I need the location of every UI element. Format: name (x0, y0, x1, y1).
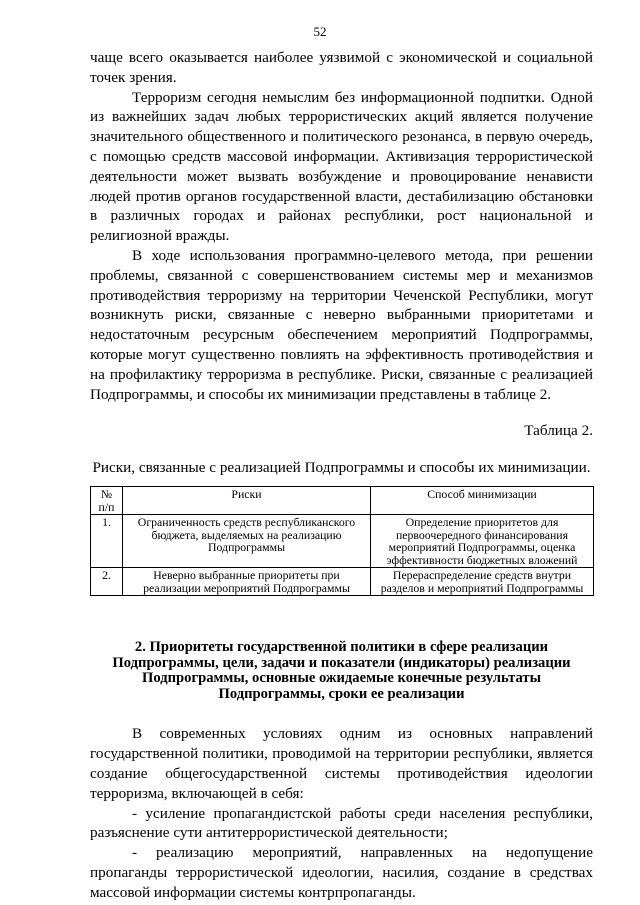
table-title: Риски, связанные с реализацией Подпрограммы и способы их минимизации. (92, 459, 591, 477)
section-heading: 2. Приоритеты государственной политики в сфере реализации Подпрограммы, цели, задачи и показатели (индикаторы) реализации Подпрограммы, основные ожидаемые конечные результаты Подпрограммы, сроки ее реализации (112, 639, 571, 702)
row-method: Определение приоритетов для первоочередного финансирования мероприятий Подпрограммы, оценка эффективности бюджетных вложений (371, 515, 594, 568)
row-method: Перераспределение средств внутри разделов и мероприятий Подпрограммы (371, 568, 594, 596)
table-row (91, 515, 594, 568)
list-item: - усиление пропагандистской работы среди населения республики, разъяснение сути антитеррористической деятельности; (90, 804, 593, 842)
row-risk: Неверно выбранные приоритеты при реализации мероприятий Подпрограммы (123, 568, 371, 596)
row-risk: Ограниченность средств республиканского бюджета, выделяемых на реализацию Подпрограммы (123, 515, 371, 568)
paragraph: чаще всего оказывается наиболее уязвимой с экономической и социальной точек зрения. (90, 49, 593, 86)
table-caption: Таблица 2. (524, 422, 593, 440)
page-number: 52 (313, 24, 327, 39)
table-row (91, 568, 594, 596)
risks-table (90, 486, 594, 596)
section-body (90, 724, 593, 902)
page-content (90, 48, 593, 903)
table-header-row (91, 487, 594, 515)
paragraph: Терроризм сегодня немыслим без информационной подпитки. Одной из важнейших задач любых террористических акций является получение значительного общественного и политического резонанса, в первую очередь, с помощью средств массовой информации. Активизация террористической деятельности может вызвать возбуждение и провоцирование ненависти людей против органов государственной власти, дестабилизацию обстановки в различных городах и районах республики, рост национальной и религиозной вражды. (90, 88, 593, 245)
list-item: - реализацию мероприятий, направленных на недопущение пропаганды террористической идеологии, насилия, создание в средствах массовой информации системы контрпропаганды. (90, 844, 593, 901)
paragraph: В ходе использования программно-целевого метода, при решении проблемы, связанной с совершенствованием системы мер и механизмов противодействия терроризму на территории Чеченской Республики, могут возникнуть риски, связанные с неверно выбранными приоритетами и недостаточным ресурсным обеспечением мероприятий Подпрограммы, которые могут существенно повлиять на эффективность противодействия и на профилактику терроризма в республике. Риски, связанные с реализацией Подпрограммы, и способы их минимизации представлены в таблице 2. (90, 246, 593, 403)
paragraph: В современных условиях одним из основных направлений государственной политики, проводимой на территории республики, является создание общегосударственной системы противодействия идеологии терроризма, включающей в себя: (90, 725, 593, 802)
header-method: Способ минимизации (371, 487, 594, 515)
header-risk: Риски (123, 487, 371, 515)
row-num: 1. (91, 515, 123, 568)
header-num: № п/п (91, 487, 123, 515)
row-num: 2. (91, 568, 123, 596)
